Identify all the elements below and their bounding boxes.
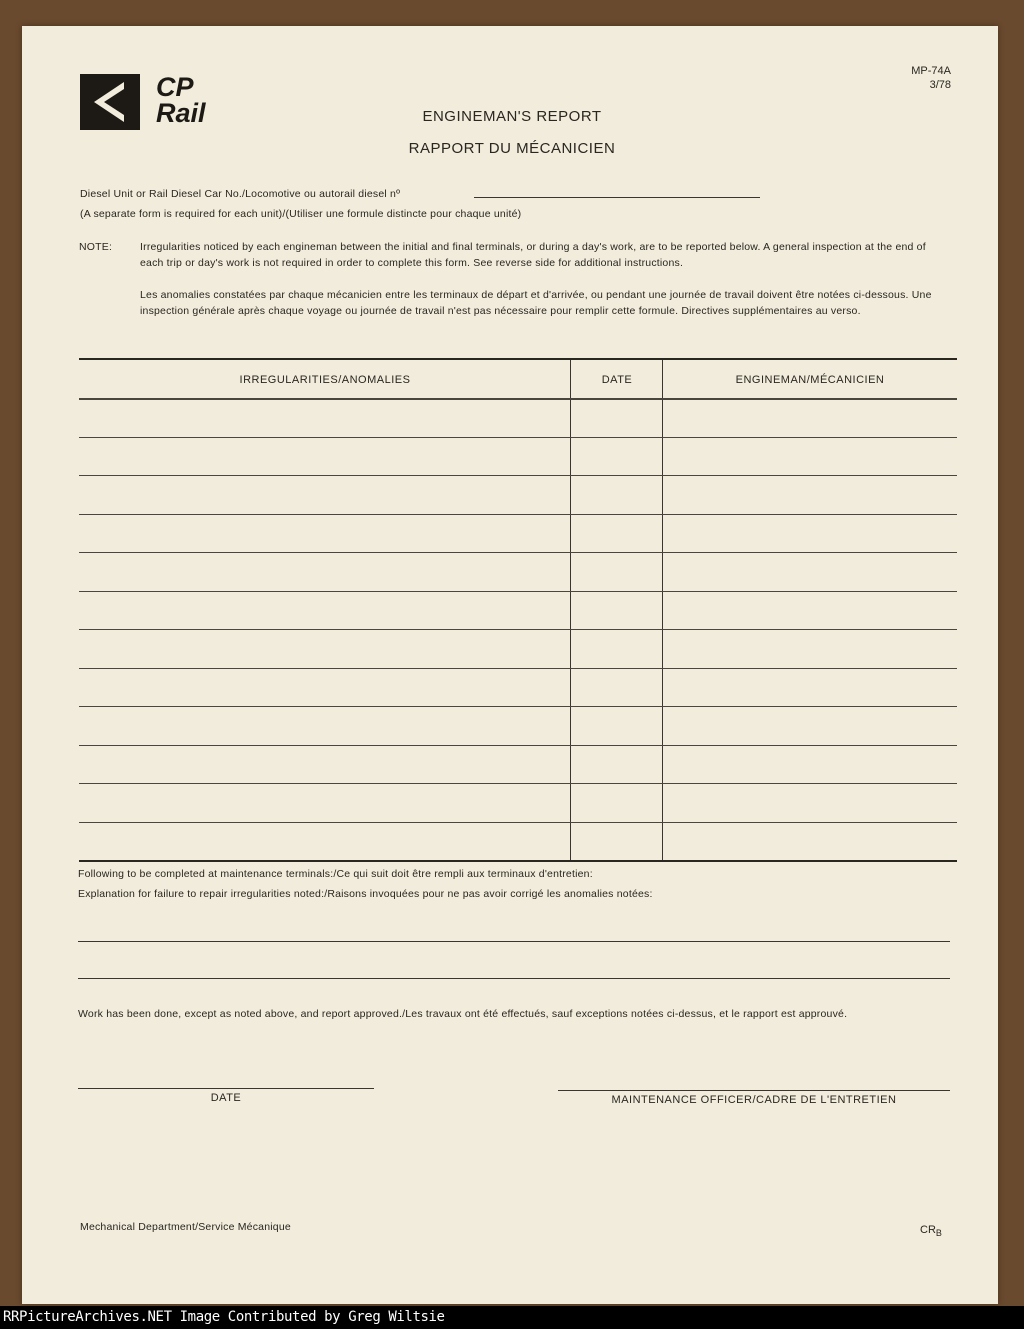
table-row[interactable]: [79, 745, 957, 746]
department-footer: Mechanical Department/Service Mécanique: [80, 1221, 291, 1233]
table-row[interactable]: [79, 822, 957, 823]
table-row[interactable]: [79, 591, 957, 592]
printer-initials: [920, 1224, 942, 1238]
logo-text-rail: Rail: [156, 98, 206, 128]
title-english: ENGINEMAN'S REPORT: [422, 108, 602, 125]
maintenance-officer-field[interactable]: [558, 1090, 950, 1091]
header-engineman: ENGINEMAN/MÉCANICIEN: [735, 374, 885, 386]
table-row[interactable]: [79, 668, 957, 669]
explanation-line[interactable]: [78, 941, 950, 942]
note-french: Les anomalies constatées par chaque mécanicien entre les terminaux de départ et d'arrivée, ou pendant une journée de travail doivent être notées ci-dessous. Une inspection générale après chaque voyage ou journée de travail n'est pas nécessaire pour remplir cette formule. Directives supplémentaires au verso.: [140, 289, 932, 317]
signature-date-label: DATE: [210, 1092, 242, 1104]
column-divider: [662, 360, 663, 860]
work-approval-statement: Work has been done, except as noted above, and report approved./Les travaux ont été effectués, sauf exceptions notées ci-dessus, et le rapport est approuvé.: [78, 1008, 848, 1020]
table-row[interactable]: [79, 629, 957, 630]
unit-number-label: Diesel Unit or Rail Diesel Car No./Locomotive ou autorail diesel nº: [80, 188, 401, 200]
form-code: MP-74A: [911, 65, 951, 77]
header-irregularities: IRREGULARITIES/ANOMALIES: [239, 374, 411, 386]
separate-form-note: (A separate form is required for each unit)/(Utiliser une formule distincte pour chaque unité): [80, 208, 522, 220]
table-row[interactable]: [79, 514, 957, 515]
explanation-line[interactable]: [78, 978, 950, 979]
title-french: RAPPORT DU MÉCANICIEN: [408, 140, 616, 157]
note-label: NOTE:: [79, 241, 113, 253]
logo-text-cp: CP: [156, 72, 194, 102]
column-divider: [570, 360, 571, 860]
initials-sub: B: [935, 1228, 942, 1239]
header-separator: [79, 398, 957, 400]
table-row[interactable]: [79, 437, 957, 438]
table-row[interactable]: [79, 706, 957, 707]
irregularities-table: [79, 358, 957, 862]
unit-number-field[interactable]: [474, 197, 760, 198]
table-row[interactable]: [79, 552, 957, 553]
cp-rail-logo: [80, 74, 230, 134]
maintenance-instructions: Following to be completed at maintenance terminals:/Ce qui suit doit être rempli aux terminaux d'entretien:: [78, 868, 593, 880]
form-sheet: [22, 26, 998, 1304]
form-revision-date: 3/78: [929, 79, 951, 91]
signature-date-field[interactable]: [78, 1088, 374, 1089]
explanation-label: Explanation for failure to repair irregularities noted:/Raisons invoquées pour ne pas avoir corrigé les anomalies notées:: [78, 888, 653, 900]
note-english: Irregularities noticed by each engineman between the initial and final terminals, or during a day's work, are to be reported below. A general inspection at the end of each trip or day's work is not required in order to complete this form. See reverse side for additional instructions.: [140, 241, 926, 269]
initials-main: CR: [920, 1224, 936, 1236]
maintenance-officer-label: MAINTENANCE OFFICER/CADRE DE L'ENTRETIEN: [611, 1094, 897, 1106]
table-row[interactable]: [79, 783, 957, 784]
header-date: DATE: [601, 374, 633, 386]
image-credit-bar: RRPictureArchives.NET Image Contributed by Greg Wiltsie: [0, 1306, 1024, 1329]
table-row[interactable]: [79, 475, 957, 476]
form-code-block: [879, 64, 951, 92]
